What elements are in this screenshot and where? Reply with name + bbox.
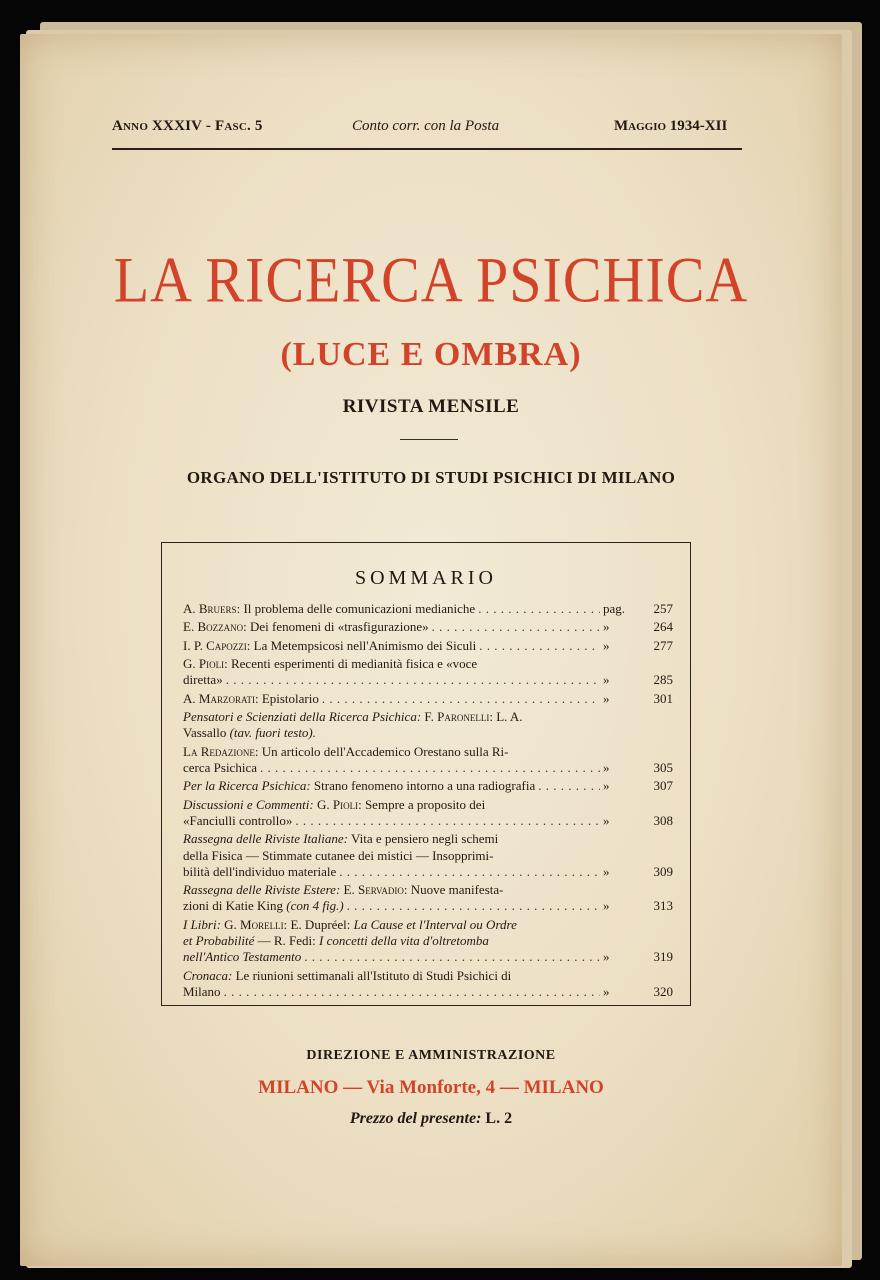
price-line [20,1110,842,1128]
toc-title: Dei fenomeni di «trasfigurazione» [249,619,429,635]
toc-title: Un articolo dell'Accademico Orestano sulla Ri- [261,743,509,759]
toc-section: Cronaca: [183,967,233,983]
toc-title: La Metempsicosi nell'Animismo dei Siculi [253,637,477,653]
leader-dots [479,638,600,654]
toc-section: I Libri: [183,916,221,932]
toc-page: 320 [653,983,673,999]
toc-page-prefix: » [603,863,610,879]
leader-dots [432,619,600,635]
toc-title-cont: diretta» [183,672,223,688]
divider [400,439,458,440]
toc-title: Epistolario [261,690,319,706]
toc-title-cont: Milano [183,983,221,999]
toc-page: 307 [653,778,673,794]
toc-section: Rassegna delle Riviste Italiane: [183,831,348,847]
toc-section: Pensatori e Scienziati della Ricerca Psichica: [183,709,422,725]
toc-page: 313 [653,898,673,914]
toc-title: Recenti esperimenti di medianità fisica e «voce [230,656,478,672]
toc-author: A. Marzorati: [183,690,259,706]
toc-title: — R. Fedi: [257,932,316,948]
toc-title: Le riunioni settimanali all'Istituto di Studi Psichici di [235,967,512,983]
issue-number: Anno XXXIV - Fasc. 5 [112,118,263,134]
toc-page-prefix: » [603,898,610,914]
toc-entry [183,831,673,880]
header-rule [112,148,742,150]
toc-author: A. Bruers: [183,601,241,616]
toc-section: Rassegna delle Riviste Estere: [183,882,341,898]
toc-section: Per la Ricerca Psichica: [183,778,311,794]
leader-dots [347,898,600,914]
toc-book-title: I concetti della vita d'oltretomba [319,932,489,948]
toc-page-prefix: » [603,983,610,999]
toc-page-prefix: » [603,949,610,965]
toc-author: G. Pioli: [183,656,228,672]
direction-heading: DIREZIONE E AMMINISTRAZIONE [306,1048,556,1063]
toc-book-title-cont: et Probabilité [183,932,255,948]
toc-page: 305 [653,759,673,775]
toc-page-prefix: pag. [603,601,626,616]
leader-dots [224,984,600,1000]
toc-list [183,601,673,1002]
toc-author: I. P. Capozzi: [183,637,251,653]
toc-page: 309 [653,863,673,879]
leader-dots [295,813,600,829]
toc-section: Discussioni e Commenti: [183,796,314,812]
toc-page-prefix: » [603,812,610,828]
toc-entry [183,601,673,617]
toc-entry [183,656,673,688]
frequency-label: RIVISTA MENSILE [342,396,520,417]
toc-note: (con 4 fig.) [286,898,344,914]
toc-entry [183,778,673,794]
issue-date: Maggio 1934-XII [614,118,728,134]
toc-title: Nuove manifesta- [410,882,504,898]
toc-page-prefix: » [603,619,610,635]
toc-title-cont: Vassallo [183,725,227,741]
magazine-cover [20,34,842,1266]
toc-book-title-cont: nell'Antico Testamento [183,949,302,965]
magazine-title: LA RICERCA PSICHICA [113,243,749,316]
toc-title: Vita e pensiero negli schemi [351,831,499,847]
toc-page: 301 [653,690,673,706]
leader-dots [322,691,600,707]
toc-author: La Redazione: [183,743,259,759]
leader-dots [260,760,600,776]
toc-note: (tav. fuori testo). [229,725,317,741]
price-value: L. 2 [485,1110,513,1127]
toc-page: 264 [653,619,673,635]
toc-author: E. Servadio: [343,882,408,898]
toc-page-prefix: » [603,672,610,688]
toc-entry [183,882,673,914]
toc-author: G. Pioli: [316,796,362,812]
toc-title-cont: bilità dell'individuo materiale [183,863,337,879]
toc-page: 277 [653,637,673,653]
toc-book-title: La Cause et l'Interval ou Ordre [353,916,517,932]
toc-title-cont: zioni di Katie King [183,898,284,914]
toc-title: Sempre a proposito dei [364,796,486,812]
toc-page-prefix: » [603,778,610,794]
toc-entry [183,797,673,829]
toc-page-prefix: » [603,637,610,653]
toc-title: L. A. [496,709,523,725]
organ-line: ORGANO DELL'ISTITUTO DI STUDI PSICHICI DI MILANO [186,468,676,487]
toc-entry [183,917,673,966]
toc-entry [183,691,673,707]
leader-dots [226,672,600,688]
toc-page-prefix: » [603,759,610,775]
toc-entry [183,744,673,776]
toc-title-cont: cerca Psichica [183,759,257,775]
toc-page: 308 [653,812,673,828]
address-line: MILANO — Via Monforte, 4 — MILANO [258,1077,604,1098]
toc-entry [183,638,673,654]
toc-title-cont: della Fisica — Stimmate cutanee dei mistici — Insopprimi- [183,847,494,863]
leader-dots [304,949,600,965]
toc-entry [183,709,673,741]
toc-title: Strano fenomeno intorno a una radiografia [313,778,536,794]
leader-dots [538,778,600,794]
toc-author: G. Morelli: [224,916,288,932]
toc-title: E. Dupréel: [290,916,351,932]
toc-entry [183,968,673,1000]
leader-dots [339,864,600,880]
toc-page: 319 [653,949,673,965]
table-of-contents [161,542,691,1006]
toc-page: 285 [653,672,673,688]
leader-dots [478,601,600,617]
toc-author: F. Paronelli: [424,709,493,725]
toc-entry [183,619,673,635]
toc-author: E. Bozzano: [183,619,247,635]
toc-page: 257 [653,601,673,616]
toc-heading: SOMMARIO [354,567,498,589]
magazine-subtitle: (LUCE E OMBRA) [280,336,582,373]
price-label: Prezzo del presente: [349,1110,482,1127]
postal-account-note: Conto corr. con la Posta [352,118,500,134]
toc-title-cont: «Fanciulli controllo» [183,812,293,828]
toc-page-prefix: » [603,690,610,706]
toc-title: Il problema delle comunicazioni medianiche [243,601,476,616]
